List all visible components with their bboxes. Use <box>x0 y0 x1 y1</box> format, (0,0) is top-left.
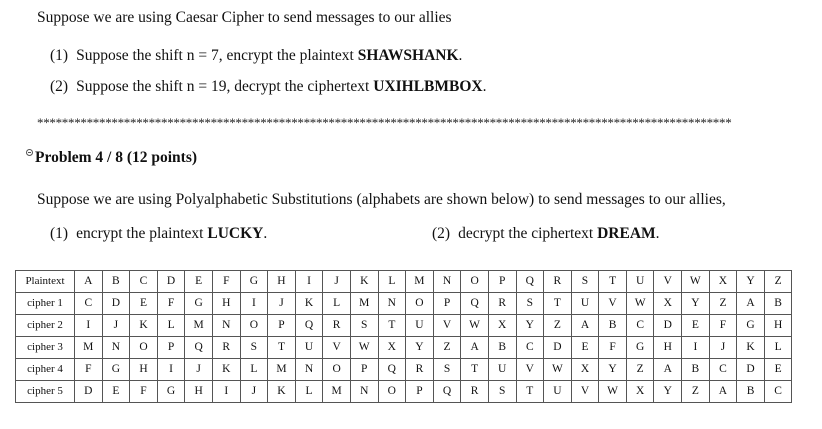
table-row <box>16 271 792 293</box>
table-cell: Y <box>654 381 682 403</box>
table-cell: S <box>350 315 378 337</box>
table-cell: D <box>544 337 572 359</box>
table-cell: G <box>102 359 130 381</box>
table-cell: G <box>626 337 654 359</box>
table-cell: U <box>406 315 434 337</box>
table-cell: P <box>268 315 296 337</box>
table-cell: Z <box>682 381 710 403</box>
table-cell: F <box>599 337 627 359</box>
table-cell: Y <box>406 337 434 359</box>
alphabet-table <box>15 270 792 403</box>
table-cell: H <box>764 315 792 337</box>
row-label: cipher 4 <box>16 359 75 381</box>
table-cell: O <box>130 337 158 359</box>
table-cell: J <box>323 271 351 293</box>
table-cell: E <box>764 359 792 381</box>
table-cell: K <box>295 293 323 315</box>
plaintext-word: SHAWSHANK <box>357 47 459 64</box>
table-cell: E <box>185 271 213 293</box>
question-number: (2) <box>50 78 69 95</box>
table-cell: L <box>295 381 323 403</box>
table-cell: Z <box>544 315 572 337</box>
table-row <box>16 293 792 315</box>
table-cell: I <box>682 337 710 359</box>
table-cell: M <box>350 293 378 315</box>
table-cell: M <box>75 337 103 359</box>
table-cell: P <box>488 271 516 293</box>
table-cell: U <box>571 293 599 315</box>
table-cell: L <box>157 315 185 337</box>
table-cell: Q <box>378 359 406 381</box>
question-text: Suppose the shift n = 19, decrypt the ciphertext <box>76 78 374 95</box>
table-cell: F <box>709 315 737 337</box>
table-cell: V <box>654 271 682 293</box>
table-cell: X <box>571 359 599 381</box>
table-cell: F <box>212 271 240 293</box>
table-cell: Z <box>764 271 792 293</box>
table-cell: L <box>240 359 268 381</box>
table-cell: S <box>516 293 544 315</box>
table-cell: V <box>323 337 351 359</box>
table-cell: B <box>682 359 710 381</box>
table-cell: O <box>240 315 268 337</box>
table-cell: E <box>682 315 710 337</box>
table-cell: W <box>626 293 654 315</box>
table-cell: W <box>350 337 378 359</box>
plaintext-word: LUCKY <box>207 225 264 242</box>
table-cell: L <box>378 271 406 293</box>
table-cell: E <box>571 337 599 359</box>
table-cell: G <box>737 315 765 337</box>
table-cell: C <box>75 293 103 315</box>
table-cell: F <box>75 359 103 381</box>
table-cell: T <box>461 359 489 381</box>
table-cell: X <box>654 293 682 315</box>
ciphertext-word: UXIHLBMBOX <box>373 78 483 95</box>
question-period: . <box>458 47 463 64</box>
table-cell: W <box>461 315 489 337</box>
table-cell: B <box>599 315 627 337</box>
table-cell: M <box>323 381 351 403</box>
table-cell: I <box>75 315 103 337</box>
table-cell: J <box>240 381 268 403</box>
table-cell: T <box>544 293 572 315</box>
problem-intro: Suppose we are using Polyalphabetic Substitutions (alphabets are shown below) to send messages to our allies, <box>37 191 726 208</box>
table-cell: Y <box>737 271 765 293</box>
table-cell: D <box>102 293 130 315</box>
table-cell: X <box>488 315 516 337</box>
table-cell: U <box>488 359 516 381</box>
table-cell: R <box>488 293 516 315</box>
table-cell: D <box>654 315 682 337</box>
table-cell: S <box>488 381 516 403</box>
table-cell: F <box>157 293 185 315</box>
question-text: decrypt the ciphertext <box>458 225 598 242</box>
table-cell: T <box>599 271 627 293</box>
table-cell: N <box>295 359 323 381</box>
table-cell: E <box>102 381 130 403</box>
problem-title: Problem 4 / 8 (12 points) <box>35 149 198 166</box>
table-cell: T <box>378 315 406 337</box>
table-cell: J <box>102 315 130 337</box>
table-cell: Q <box>433 381 461 403</box>
table-cell: N <box>433 271 461 293</box>
table-cell: Y <box>599 359 627 381</box>
question-period: . <box>263 225 268 242</box>
caesar-question-1 <box>50 46 462 66</box>
table-cell: V <box>433 315 461 337</box>
table-cell: F <box>130 381 158 403</box>
table-cell: P <box>157 337 185 359</box>
table-cell: S <box>433 359 461 381</box>
table-cell: D <box>737 359 765 381</box>
table-cell: S <box>240 337 268 359</box>
problem-heading <box>26 148 197 168</box>
table-cell: N <box>350 381 378 403</box>
collapse-icon[interactable] <box>26 149 33 156</box>
table-cell: R <box>323 315 351 337</box>
problem-question-2 <box>432 224 660 244</box>
table-cell: Z <box>709 293 737 315</box>
table-cell: V <box>516 359 544 381</box>
question-number: (1) <box>50 225 69 242</box>
row-label: cipher 5 <box>16 381 75 403</box>
table-cell: M <box>268 359 296 381</box>
table-cell: P <box>350 359 378 381</box>
question-text: Suppose the shift n = 7, encrypt the plaintext <box>76 47 358 64</box>
table-cell: Q <box>461 293 489 315</box>
question-text: encrypt the plaintext <box>76 225 208 242</box>
problem-question-1 <box>50 224 267 244</box>
question-number: (1) <box>50 47 69 64</box>
table-cell: V <box>571 381 599 403</box>
question-number: (2) <box>432 225 451 242</box>
table-cell: B <box>764 293 792 315</box>
table-cell: A <box>571 315 599 337</box>
table-cell: H <box>212 293 240 315</box>
table-cell: K <box>350 271 378 293</box>
table-cell: J <box>185 359 213 381</box>
caesar-question-2 <box>50 77 486 97</box>
table-cell: U <box>295 337 323 359</box>
table-cell: Z <box>433 337 461 359</box>
table-cell: Q <box>185 337 213 359</box>
table-cell: W <box>682 271 710 293</box>
table-cell: X <box>626 381 654 403</box>
table-cell: M <box>185 315 213 337</box>
table-cell: C <box>764 381 792 403</box>
table-cell: B <box>737 381 765 403</box>
table-cell: A <box>654 359 682 381</box>
table-cell: J <box>709 337 737 359</box>
table-cell: K <box>130 315 158 337</box>
table-cell: O <box>378 381 406 403</box>
table-cell: G <box>185 293 213 315</box>
table-cell: L <box>764 337 792 359</box>
table-cell: W <box>599 381 627 403</box>
ciphertext-word: DREAM <box>597 225 656 242</box>
table-cell: C <box>709 359 737 381</box>
table-cell: C <box>516 337 544 359</box>
table-cell: D <box>75 381 103 403</box>
table-row <box>16 315 792 337</box>
table-cell: I <box>212 381 240 403</box>
table-cell: I <box>295 271 323 293</box>
table-cell: R <box>406 359 434 381</box>
row-label: cipher 1 <box>16 293 75 315</box>
table-cell: N <box>102 337 130 359</box>
table-cell: A <box>737 293 765 315</box>
question-period: . <box>482 78 487 95</box>
table-cell: K <box>212 359 240 381</box>
table-cell: H <box>268 271 296 293</box>
table-cell: E <box>130 293 158 315</box>
table-cell: N <box>378 293 406 315</box>
table-cell: D <box>157 271 185 293</box>
table-cell: O <box>323 359 351 381</box>
table-cell: T <box>516 381 544 403</box>
table-cell: Q <box>516 271 544 293</box>
table-cell: U <box>544 381 572 403</box>
table-cell: M <box>406 271 434 293</box>
table-cell: C <box>130 271 158 293</box>
table-cell: J <box>268 293 296 315</box>
table-cell: R <box>544 271 572 293</box>
table-cell: P <box>433 293 461 315</box>
table-cell: X <box>709 271 737 293</box>
table-cell: O <box>461 271 489 293</box>
table-cell: Q <box>295 315 323 337</box>
table-cell: A <box>75 271 103 293</box>
table-cell: P <box>406 381 434 403</box>
question-period: . <box>655 225 660 242</box>
table-cell: H <box>654 337 682 359</box>
table-cell: U <box>626 271 654 293</box>
table-cell: Y <box>682 293 710 315</box>
table-cell: G <box>157 381 185 403</box>
table-cell: N <box>212 315 240 337</box>
table-cell: L <box>323 293 351 315</box>
table-cell: R <box>461 381 489 403</box>
table-cell: G <box>240 271 268 293</box>
table-cell: Y <box>516 315 544 337</box>
row-label: cipher 2 <box>16 315 75 337</box>
table-cell: K <box>268 381 296 403</box>
table-row <box>16 337 792 359</box>
table-cell: O <box>406 293 434 315</box>
separator-line: **************************************************************************************************************** <box>37 115 732 130</box>
table-cell: C <box>626 315 654 337</box>
table-cell: W <box>544 359 572 381</box>
table-cell: K <box>737 337 765 359</box>
table-cell: H <box>130 359 158 381</box>
table-row <box>16 381 792 403</box>
table-cell: R <box>212 337 240 359</box>
table-cell: X <box>378 337 406 359</box>
table-cell: Z <box>626 359 654 381</box>
table-cell: I <box>157 359 185 381</box>
table-cell: T <box>268 337 296 359</box>
caesar-intro: Suppose we are using Caesar Cipher to send messages to our allies <box>37 9 452 26</box>
table-cell: V <box>599 293 627 315</box>
table-cell: S <box>571 271 599 293</box>
table-cell: H <box>185 381 213 403</box>
table-cell: A <box>709 381 737 403</box>
table-row <box>16 359 792 381</box>
table-cell: A <box>461 337 489 359</box>
table-cell: I <box>240 293 268 315</box>
table-cell: B <box>102 271 130 293</box>
row-label: cipher 3 <box>16 337 75 359</box>
row-label: Plaintext <box>16 271 75 293</box>
table-cell: B <box>488 337 516 359</box>
